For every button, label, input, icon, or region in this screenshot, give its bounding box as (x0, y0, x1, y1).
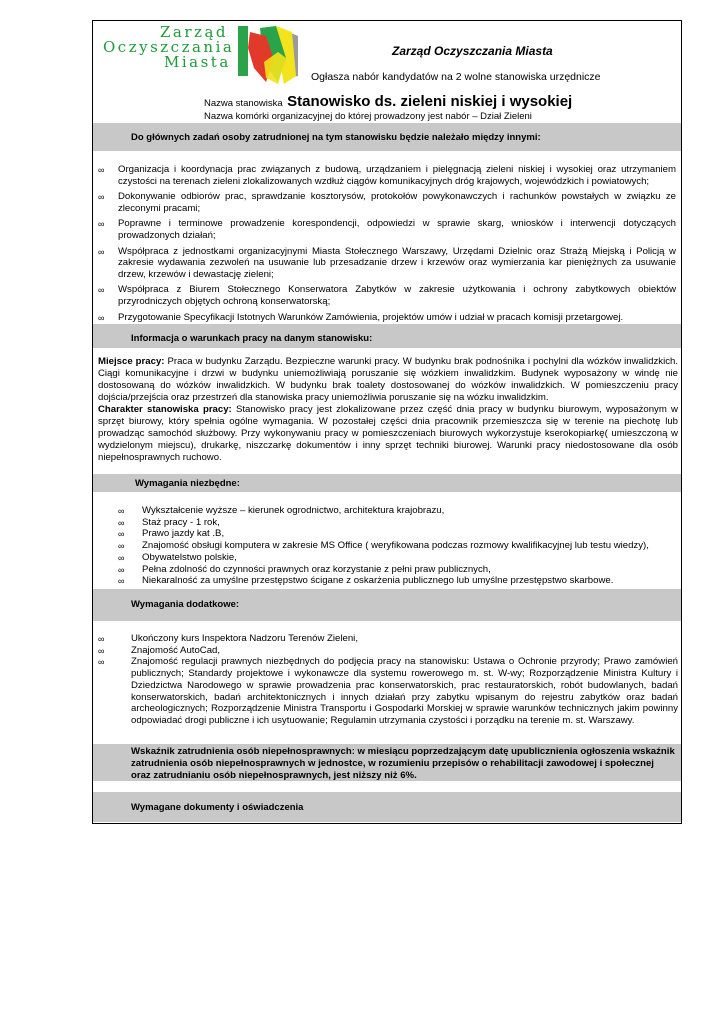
bullet-icon: ∞ (98, 165, 105, 175)
list-item: ∞ Znajomość obsługi komputera w zakresie MS Office ( weryfikowana podczas rozmowy kwalifikacyjnej lub testu wiedzy), (118, 540, 649, 552)
bullet-icon: ∞ (98, 246, 105, 257)
logo-emblem-icon (238, 22, 302, 94)
unit-text: Nazwa komórki organizacyjnej do której prowadzony jest nabór – Dział Zieleni (204, 111, 532, 122)
position-row (204, 93, 572, 111)
bullet-icon: ∞ (98, 634, 105, 644)
required-list (118, 505, 678, 587)
workplace-paragraph: Miejsce pracy: Praca w budynku Zarządu. Bezpieczne warunki pracy. W budynku brak podnośnika i pochylni dla wózków inwalidzkich. Ciągi komunikacyjne i drzwi w budynku uniemożliwiają poruszanie się wózkiem inwalidzkim. Budynek wyposażony w windę nie dostosowaną do wózków inwalidzkich. W budynku brak toalety dostosowanej do wózków inwalidzkich. W pomieszczeniu pracy dojścia/przejścia oraz przestrzeń dla stanowiska pracy uniemożliwia poruszanie się na wózku inwalidzkim. (98, 356, 678, 403)
list-item: ∞ Prawo jazdy kat .B, (118, 528, 225, 540)
list-item: ∞ Pełna zdolność do czynności prawnych oraz korzystanie z pełni praw publicznych, (118, 563, 491, 575)
bullet-icon: ∞ (98, 192, 105, 203)
list-item: ∞ Współpraca z Biurem Stołecznego Konserwatora Zabytków w zakresie użytkowania i ochrony zabytkowych obiektów przyrodniczych objętych ochroną konserwatorską; (98, 284, 676, 307)
bullet-icon: ∞ (118, 541, 125, 552)
list-item: ∞ Dokonywanie odbiorów prac, sprawdzanie kosztorysów, protokołów powykonawczych i rachunków powstałych w związku ze zleconymi pracami; (98, 191, 676, 214)
announcement-text: Ogłasza nabór kandydatów na 2 wolne stanowiska urzędnicze (311, 71, 601, 83)
bullet-icon: ∞ (118, 564, 125, 575)
logo-line-1: Zarząd (160, 23, 228, 41)
bullet-icon: ∞ (118, 552, 125, 563)
character-label: Charakter stanowiska pracy: (98, 404, 232, 415)
zom-logo (102, 22, 302, 94)
bullet-icon: ∞ (98, 219, 105, 230)
bullet-icon: ∞ (98, 657, 105, 668)
list-item: ∞ Niekaralność za umyślne przestępstwo ścigane z oskarżenia publicznego lub umyślne przestępstwo skarbowe. (118, 575, 614, 587)
logo-line-3: Miasta (164, 53, 231, 71)
position-name: Stanowisko ds. zieleni niskiej i wysokiej (287, 93, 573, 110)
bullet-icon: ∞ (118, 576, 125, 587)
duties-list (98, 164, 676, 327)
list-item: ∞ Ukończony kurs Inspektora Nadzoru Terenów Zieleni, (98, 633, 358, 644)
section-title-conditions: Informacja o warunkach pracy na danym stanowisku: (131, 333, 373, 344)
bullet-icon: ∞ (98, 312, 105, 323)
list-item: ∞ Współpraca z jednostkami organizacyjnymi Miasta Stołecznego Warszawy, Urzędami Dzielnic oraz Strażą Miejską i Policją w zakresie wydawania zezwoleń na usuwanie lub przesadzanie drzew i krzewów oraz wymierzania kar pieniężnych za usuwanie drzew, krzewów i dewastację zieleni; (98, 245, 676, 280)
section-title-additional: Wymagania dodatkowe: (131, 599, 240, 610)
section-title-duties: Do głównych zadań osoby zatrudnionej na tym stanowisku będzie należało między innymi: (131, 132, 541, 143)
list-item: ∞ Znajomość AutoCad, (98, 644, 221, 656)
additional-list (98, 633, 678, 727)
section-bar-required (93, 474, 681, 492)
bullet-icon: ∞ (118, 529, 125, 540)
list-item: ∞ Obywatelstwo polskie, (118, 551, 237, 563)
list-item: ∞ Znajomość regulacji prawnych niezbędnych do podjęcia pracy na stanowisku: Ustawa o Ochronie przyrody; Prawo zamówień publicznych; Standardy projektowe i wykonawcze dla systemu rowerowego m. st. W-wy; Rozporządzenie Ministra Kultury i Dziedzictwa Narodowego w sprawie prowadzenia prac konserwatorskich, prac restauratorskich, robót budowlanych, badań konserwatorskich, badań architektonicznych i innych działań przy zabytku wpisanym do rejestru zabytków oraz badań archeologicznych; Rozporządzenie Ministra Transportu i Gospodarki Morskiej w sprawie warunków technicznych jakim powinny odpowiadać drogi publiczne i ich usytuowanie; Regulamin utrzymania czystości i porządku na terenie m. st. Warszawy. (98, 656, 678, 726)
list-item: ∞ Przygotowanie Specyfikacji Istotnych Warunków Zamówienia, projektów umów i udział w pracach komisji przetargowej. (98, 311, 624, 323)
section-title-required: Wymagania niezbędne: (135, 478, 240, 489)
character-paragraph: Charakter stanowiska pracy: Stanowisko pracy jest zlokalizowane przez część dnia pracy w budynku biurowym, wyposażonym w sprzęt biurowy, który spełnia ogólne wymagania. W pozostałej części dnia pracownik przemieszcza się w terenie na piechotę lub prowadząc samochód służbowy. Przy wykonywaniu pracy w pomieszczeniach biurowych wykorzystuje kserokopiarkę( umieszczoną w wydzielonym miejscu), drukarkę, niszczarkę dokumentów i inny sprzęt techniki biurowej. Warunki pracy niedostosowane dla osób niepełnosprawnych ruchowo. (98, 404, 678, 463)
list-item: ∞ Poprawne i terminowe prowadzenie korespondencji, odpowiedzi w sprawie skarg, wniosków i interwencji dotyczących prowadzonych działań; (98, 218, 676, 241)
position-label: Nazwa stanowiska (204, 98, 283, 109)
section-bar-conditions (93, 324, 681, 348)
employment-indicator-text: Wskaźnik zatrudnienia osób niepełnosprawnych: w miesiącu poprzedzającym datę upublicznienia ogłoszenia wskaźnik zatrudnienia osób niepełnosprawnych w jednostce, w rozumieniu przepisów o rehabilitacji zawodowej i społecznej oraz zatrudnianiu osób niepełnosprawnych, jest niższy niż 6%. (131, 746, 675, 781)
workplace-label: Miejsce pracy: (98, 356, 165, 367)
logo-line-2: Oczyszczania (103, 38, 235, 56)
section-bar-documents (93, 792, 681, 822)
work-conditions (98, 356, 678, 464)
bullet-icon: ∞ (118, 506, 125, 516)
section-bar-additional (93, 589, 681, 621)
section-bar-duties (93, 123, 681, 151)
list-item: ∞ Organizacja i koordynacja prac związanych z budową, urządzaniem i pielęgnacją zieleni niskiej i wysokiej oraz utrzymaniem czystości na terenach zieleni zlokalizowanych wzdłuż ciągów komunikacyjnych dróg krajowych, wojewódzkich i powiatowych; (98, 164, 676, 187)
list-item: ∞ Wykształcenie wyższe – kierunek ogrodnictwo, architektura krajobrazu, (118, 505, 445, 516)
bullet-icon: ∞ (98, 285, 105, 296)
bullet-icon: ∞ (118, 517, 125, 528)
bullet-icon: ∞ (98, 645, 105, 656)
section-title-documents: Wymagane dokumenty i oświadczenia (131, 802, 304, 813)
organization-title: Zarząd Oczyszczania Miasta (392, 44, 553, 58)
list-item: ∞ Staż pracy - 1 rok, (118, 516, 220, 528)
